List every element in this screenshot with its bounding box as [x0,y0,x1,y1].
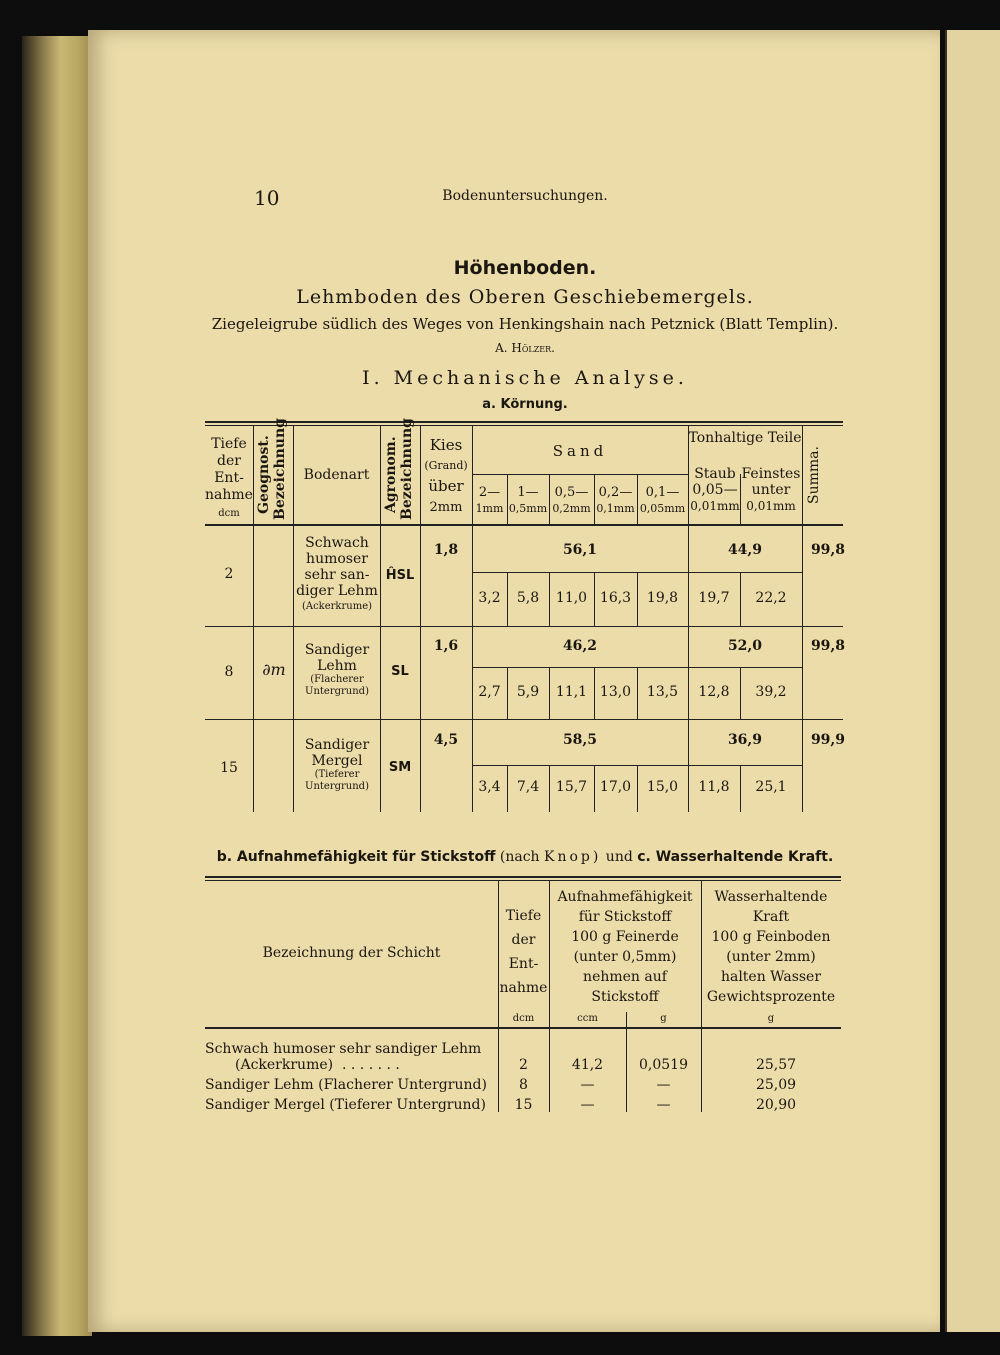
th-tonhaltige: Tonhaltige Teile [688,430,802,446]
th-staub: Staub 0,05— 0,01mm [690,466,740,513]
th-agronom: Agronom. Bezeichnung [383,418,415,520]
subtitle: Lehmboden des Oberen Geschiebemergels. [296,286,754,308]
th2-bezeichnung: Bezeichnung der Schicht [262,945,441,961]
th-kies-grand: (Grand) [424,459,468,472]
th2-wasser: Wasserhaltende Kraft 100 g Feinboden (unter 2mm) halten Wasser Gewichtsprozente [706,889,836,1005]
th2-unit-ccm: ccm [577,1013,598,1024]
th-sand-fraction: 1— 0,5mm [508,485,548,515]
th-tiefe-unit: dcm [218,508,240,519]
main-title: Höhenboden. [453,257,597,279]
subsection-title: a. Körnung. [482,397,568,412]
th2-wasser-unit: g [767,1013,775,1024]
th-kies-ueber: über [428,477,464,495]
section-title: I. Mechanische Analyse. [362,367,688,389]
geognost-symbol: ∂m [262,660,286,679]
running-title: Bodenuntersuchungen. [442,188,608,204]
book-edge [22,36,92,1336]
th2-unit-g: g [660,1013,667,1024]
th-bodenart: Bodenart [303,467,370,483]
th-geognost: Geognost. Bezeichnung [256,418,288,520]
th-feinstes: Feinstes unter 0,01mm [741,466,801,513]
th-sand-fraction: 0,2— 0,1mm [596,485,635,515]
th-summa: Summa. [806,446,822,504]
th2-aufnahme: Aufnahmefähigkeit für Stickstoff 100 g Feinerde (unter 0,5mm) nehmen auf Stickstoff [557,889,693,1005]
th-kies-size: 2mm [429,500,463,515]
th-sand-fraction: 0,5— 0,2mm [552,485,591,515]
th-tiefe: Tiefe der Ent-nahme [205,436,253,503]
location-line: Ziegeleigrube südlich des Weges von Henkingshain nach Petznick (Blatt Templin). [211,315,839,333]
next-page-edge [945,30,1000,1332]
th-sand-fraction: 2— 1mm [475,485,504,515]
author: A. Hölzer. [495,341,555,355]
th-sand-fraction: 0,1— 0,05mm [639,485,686,515]
th2-tiefe-unit: dcm [512,1013,535,1024]
th2-tiefe: Tiefe der Ent- nahme [499,908,548,996]
book-page [88,30,940,1332]
page-number: 10 [254,186,280,210]
th-sand: Sand [552,442,608,460]
section-b-heading: b. Aufnahmefähigkeit für Stickstoff (nach Knop) und c. Wasserhaltende Kraft. [216,849,834,865]
th-kies: Kies [429,436,463,454]
